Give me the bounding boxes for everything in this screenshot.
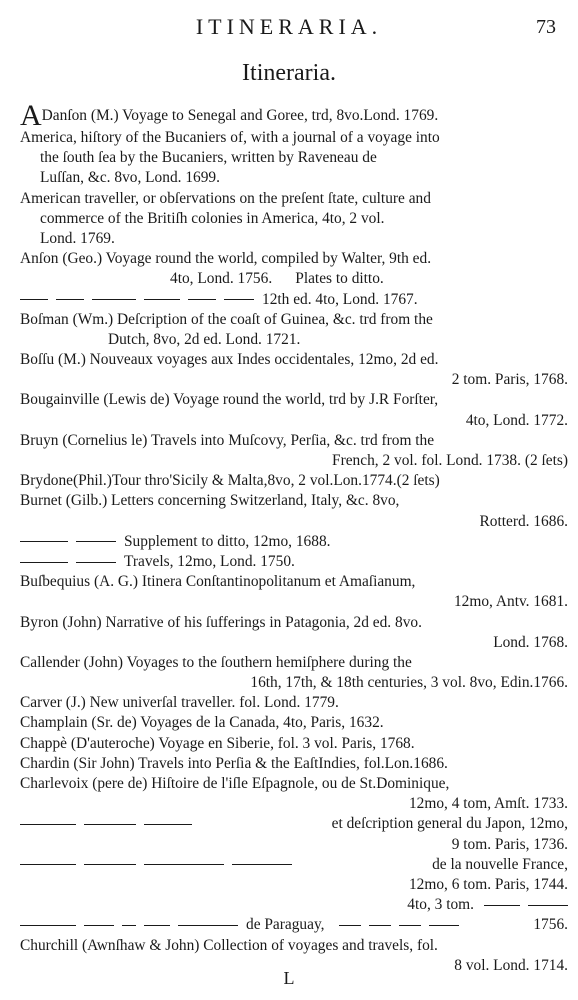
ditto-dash — [232, 864, 292, 865]
entry-busbequius — [20, 572, 568, 612]
entry-text: Callender (John) Voyages to the ſouthern hemiſphere during the — [20, 653, 412, 671]
entry-burnet — [20, 491, 568, 572]
signature-mark: L — [283, 968, 295, 988]
ditto-line — [20, 532, 568, 552]
entry-text: 4to, 3 tom. — [407, 896, 474, 914]
bibliography-list — [20, 99, 568, 976]
ditto-line — [20, 290, 568, 310]
ditto-dash — [144, 864, 224, 865]
entry-text: Boſſu (M.) Nouveaux voyages aux Indes occidentales, 12mo, 2d ed. — [20, 351, 439, 369]
entry-text: Boſman (Wm.) Deſcription of the coaſt of Guinea, &c. trd from the — [20, 310, 433, 328]
ditto-line — [20, 552, 568, 572]
entry-text: Brydone(Phil.)Tour thro'Sicily & Malta,8vo, 2 vol.Lon.1774.(2 ſets) — [20, 472, 440, 490]
entry-bossu — [20, 350, 568, 390]
ditto-line — [20, 855, 568, 875]
entry-text: 16th, 17th, & 18th centuries, 3 vol. 8vo, Edin.1766. — [250, 674, 568, 692]
entry-bosman — [20, 310, 568, 350]
ditto-dash — [76, 562, 116, 563]
entry-callender — [20, 653, 568, 693]
entry-text: Churchill (Awnſhaw & John) Collection of voyages and travels, fol. — [20, 936, 438, 954]
ditto-dash — [122, 925, 136, 926]
drop-cap: A — [20, 99, 42, 132]
entry-champlain — [20, 713, 568, 733]
ditto-dash — [178, 925, 238, 926]
entry-text: 1756. — [533, 916, 568, 934]
ditto-dash — [20, 562, 68, 563]
entry-text: Chardin (Sir John) Travels into Perſia & the EaſtIndies, fol.Lon.1686. — [20, 754, 448, 772]
entry-text: Bruyn (Cornelius le) Travels into Muſcovy, Perſia, &c. trd from the — [20, 431, 435, 449]
entry-byron — [20, 613, 568, 653]
ditto-dash — [224, 299, 254, 300]
entry-text: Supplement to ditto, 12mo, 1688. — [124, 532, 331, 550]
entry-brydone — [20, 471, 568, 491]
ditto-dash — [84, 925, 114, 926]
entry-carver — [20, 693, 568, 713]
ditto-dash — [20, 864, 76, 865]
ditto-dash — [56, 299, 84, 300]
entry-american-traveller — [20, 189, 568, 250]
ditto-dash — [76, 541, 116, 542]
entry-bougainville — [20, 390, 568, 430]
ditto-dash — [84, 864, 136, 865]
entry-text: America, hiſtory of the Bucaniers of, with a journal of a voyage into — [20, 129, 440, 146]
entry-text: Danſon (M.) Voyage to Senegal and Goree, trd, 8vo.Lond. 1769. — [41, 107, 439, 124]
entry-text: Byron (John) Narrative of his ſufferings in Patagonia, 2d ed. 8vo. — [20, 613, 422, 631]
section-title: Itineraria. — [242, 60, 336, 86]
entry-text: Dutch, 8vo, 2d ed. Lond. 1721. — [108, 330, 301, 348]
entry-text: Burnet (Gilb.) Letters concerning Switzerland, Italy, &c. 8vo, — [20, 492, 400, 510]
ditto-dash — [484, 905, 520, 906]
ditto-dash — [20, 824, 76, 825]
page-number: 73 — [536, 16, 556, 38]
ditto-dash — [20, 541, 68, 542]
entry-chardin — [20, 754, 568, 774]
entry-text: Lond. 1768. — [493, 633, 568, 651]
entry-text: Bougainville (Lewis de) Voyage round the world, trd by J.R Forſter, — [20, 391, 439, 409]
entry-text: Carver (J.) New univerſal traveller. fol. Lond. 1779. — [20, 694, 339, 712]
entry-text: Luſſan, &c. 8vo, Lond. 1699. — [40, 169, 220, 187]
entry-text: Buſbequius (A. G.) Itinera Conſtantinopolitanum et Amaſianum, — [20, 573, 416, 591]
ditto-dash — [369, 925, 391, 926]
entry-text: Travels, 12mo, Lond. 1750. — [124, 552, 295, 570]
entry-america — [20, 128, 568, 189]
entry-text: 9 tom. Paris, 1736. — [451, 835, 568, 853]
ditto-line — [20, 895, 568, 915]
entry-text: 12mo, 4 tom, Amſt. 1733. — [408, 795, 568, 813]
ditto-dash — [144, 925, 170, 926]
entry-text: Charlevoix (pere de) Hiſtoire de l'iſle Eſpagnole, ou de St.Dominique, — [20, 775, 450, 792]
entry-text: 12th ed. 4to, Lond. 1767. — [262, 290, 418, 308]
entry-text: Anſon (Geo.) Voyage round the world, compiled by Walter, 9th ed. — [20, 250, 432, 268]
ditto-dash — [429, 925, 459, 926]
entry-text: 8 vol. Lond. 1714. — [454, 956, 568, 974]
entry-text: the ſouth ſea by the Bucaniers, written by Raveneau de — [40, 149, 377, 167]
ditto-dash — [528, 905, 568, 906]
ditto-dash — [339, 925, 361, 926]
entry-text: 4to, Lond. 1756. Plates to ditto. — [170, 270, 384, 288]
ditto-line — [20, 814, 568, 834]
ditto-dash — [144, 299, 180, 300]
entry-text: French, 2 vol. fol. Lond. 1738. (2 ſets) — [332, 452, 568, 469]
entry-text: et deſcription general du Japon, 12mo, — [331, 815, 568, 833]
entry-charlevoix — [20, 774, 568, 936]
entry-text: Rotterd. 1686. — [479, 512, 568, 530]
ditto-line — [20, 915, 568, 935]
entry-text: 12mo, Antv. 1681. — [453, 593, 568, 611]
entry-text: American traveller, or obſervations on the preſent ſtate, culture and — [20, 189, 431, 207]
ditto-dash — [144, 824, 192, 825]
entry-bruyn — [20, 431, 568, 471]
ditto-dash — [399, 925, 421, 926]
running-head: ITINERARIA. — [195, 14, 383, 39]
entry-anson — [20, 249, 568, 310]
running-header — [0, 10, 578, 42]
ditto-dash — [20, 299, 48, 300]
entry-text: Chappè (D'auteroche) Voyage en Siberie, fol. 3 vol. Paris, 1768. — [20, 734, 415, 752]
entry-text: 2 tom. Paris, 1768. — [451, 371, 568, 389]
entry-text: Lond. 1769. — [40, 229, 115, 247]
entry-text: 4to, Lond. 1772. — [465, 411, 568, 429]
entry-text: de Paraguay, — [246, 916, 325, 934]
entry-text: de la nouvelle France, — [432, 855, 568, 873]
entry-adanson — [20, 99, 568, 132]
entry-text: Champlain (Sr. de) Voyages de la Canada, 4to, Paris, 1632. — [20, 714, 384, 732]
entry-text: commerce of the Britiſh colonies in America, 4to, 2 vol. — [40, 209, 385, 227]
entry-chappe — [20, 734, 568, 754]
ditto-dash — [188, 299, 216, 300]
ditto-dash — [84, 824, 136, 825]
entry-text: 12mo, 6 tom. Paris, 1744. — [408, 875, 568, 893]
ditto-dash — [20, 925, 76, 926]
ditto-dash — [92, 299, 136, 300]
